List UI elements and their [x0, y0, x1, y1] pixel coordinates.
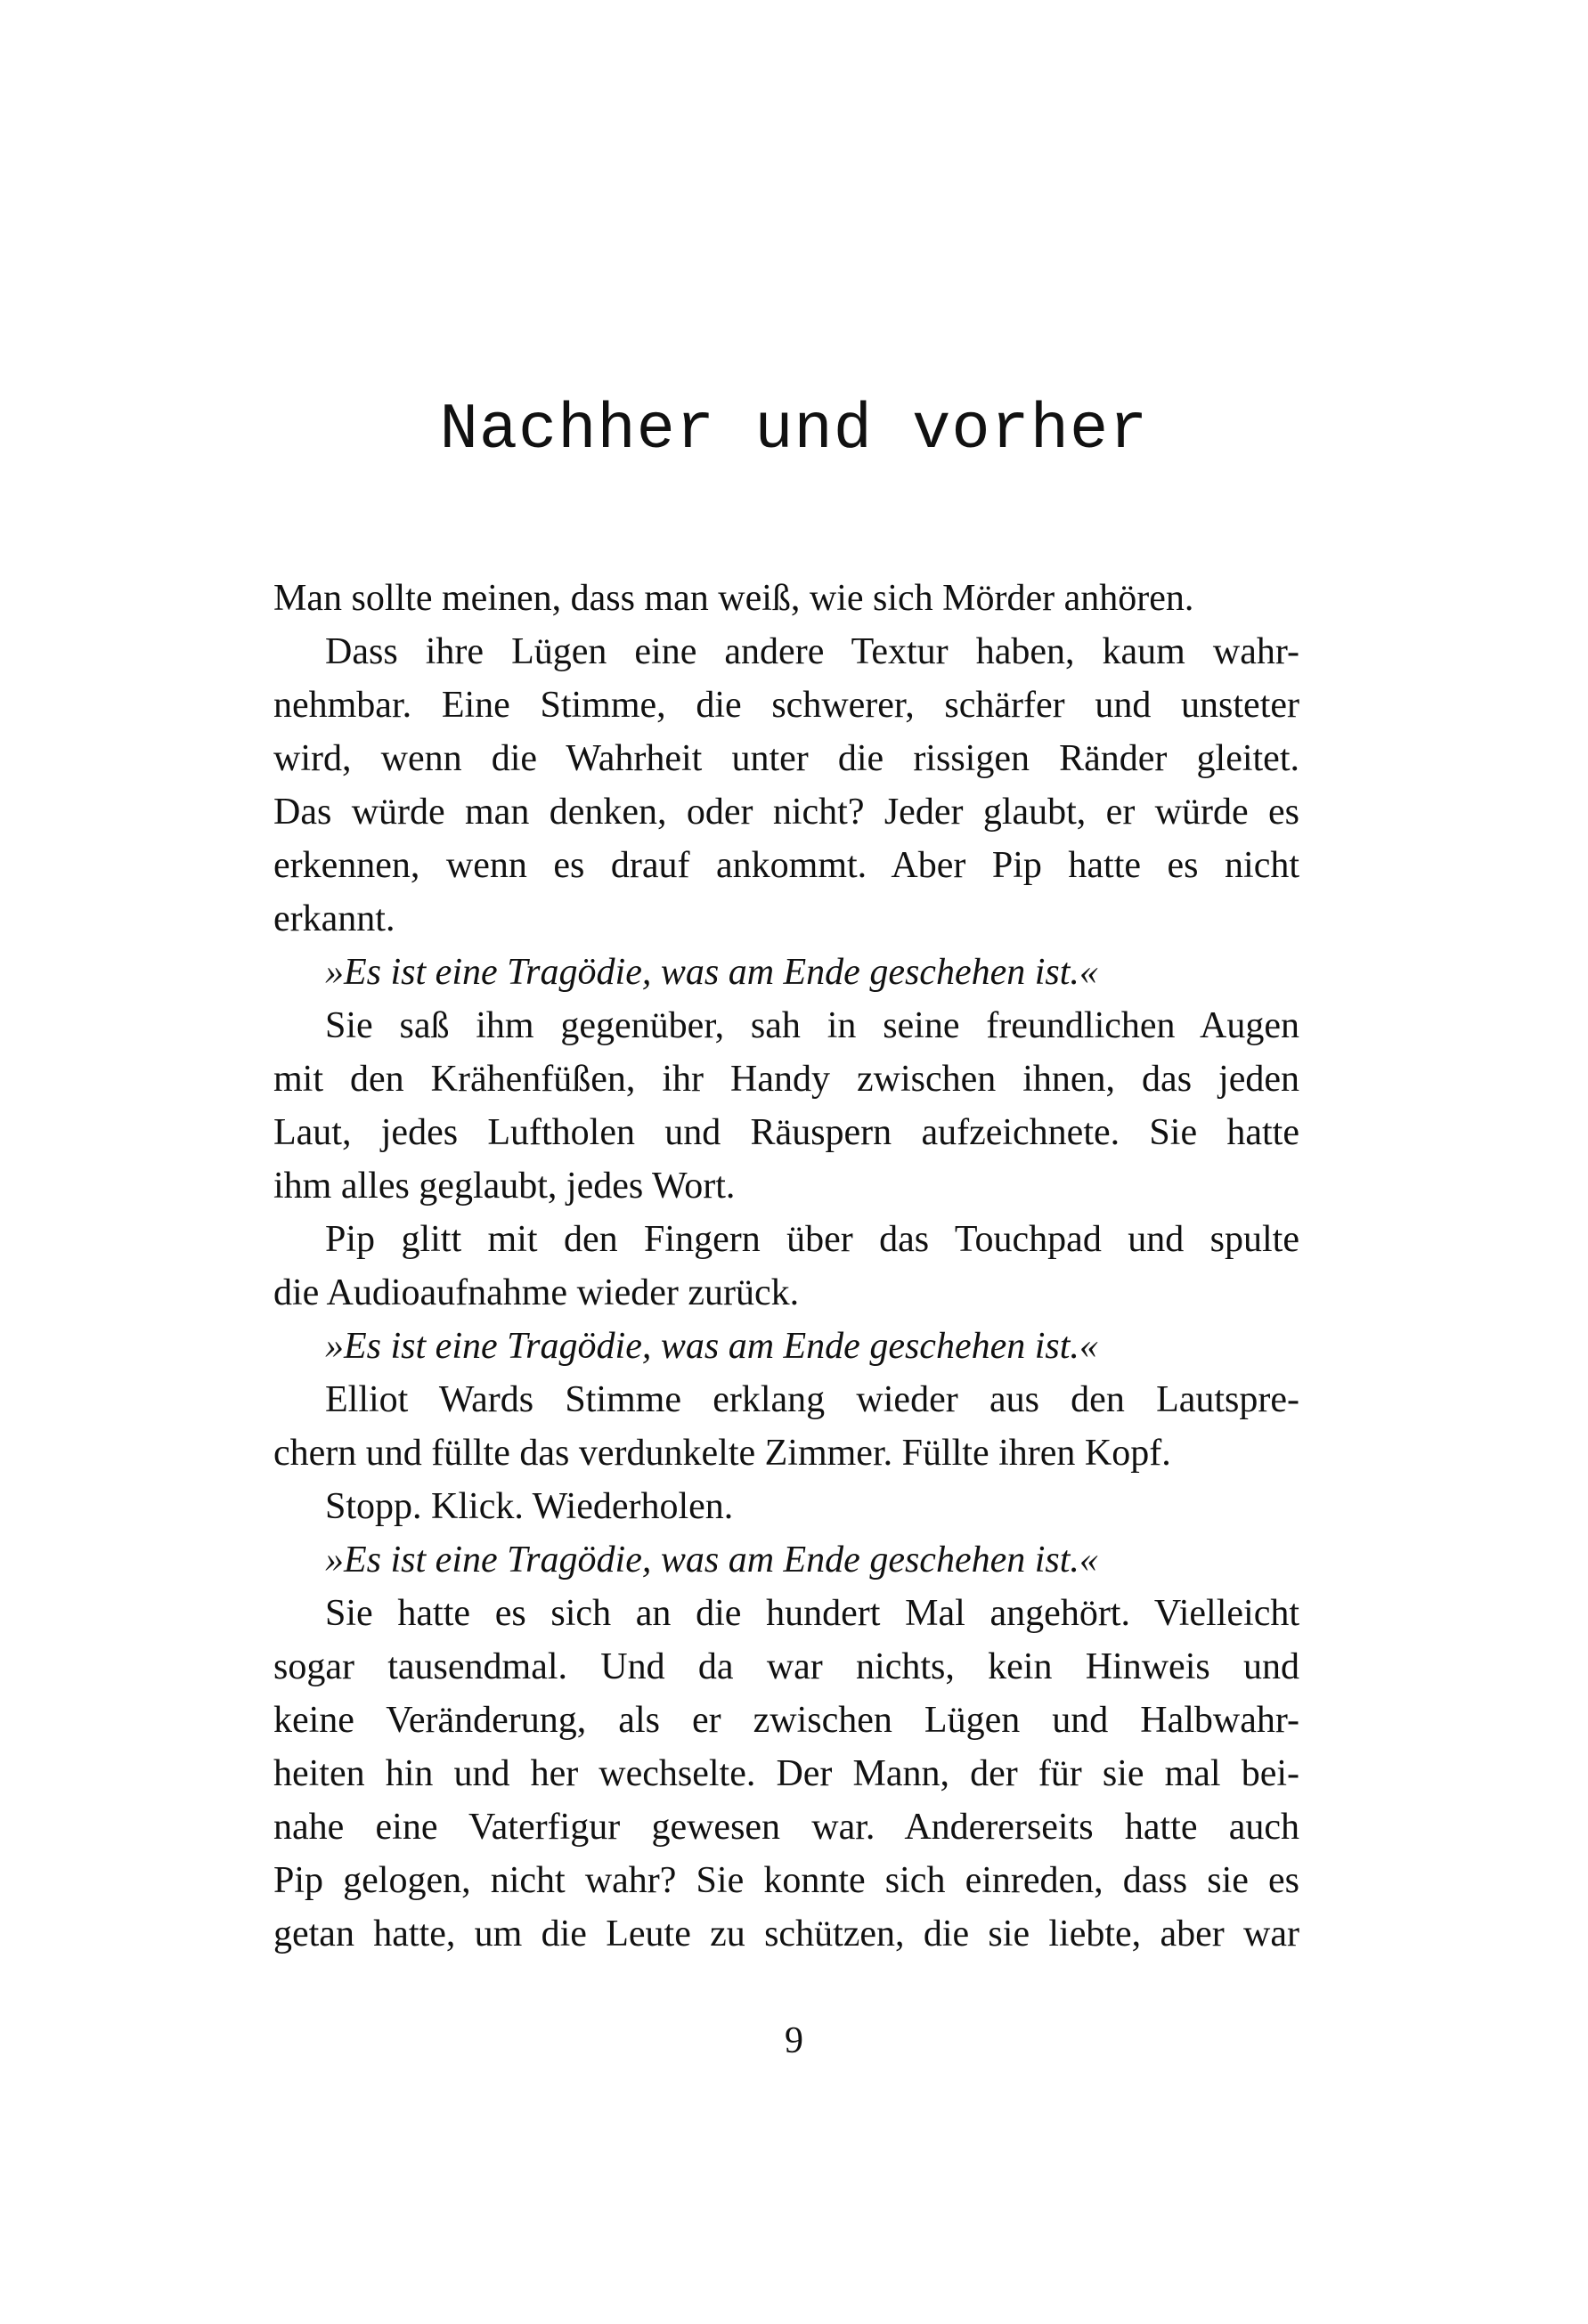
- text-line: Das würde man denken, oder nicht? Jeder glaubt, er würde es: [273, 792, 1299, 833]
- text-line: nahe eine Vaterfigur gewesen war. Andererseits hatte auch: [273, 1807, 1299, 1848]
- text-line: heiten hin und her wechselte. Der Mann, der für sie mal bei-: [273, 1753, 1299, 1794]
- quote-line: »Es ist eine Tragödie, was am Ende geschehen ist.«: [325, 952, 1098, 993]
- text-line: Elliot Wards Stimme erklang wieder aus den Lautspre-: [325, 1379, 1299, 1420]
- text-line: die Audioaufnahme wieder zurück.: [273, 1272, 800, 1313]
- text-line: chern und füllte das verdunkelte Zimmer. Füllte ihren Kopf.: [273, 1433, 1171, 1474]
- text-line: Dass ihre Lügen eine andere Textur haben, kaum wahr-: [325, 631, 1299, 672]
- text-line: erkannt.: [273, 898, 395, 939]
- text-line: ihm alles geglaubt, jedes Wort.: [273, 1166, 736, 1207]
- body-text: [273, 572, 1299, 1961]
- text-line: nehmbar. Eine Stimme, die schwerer, schärfer und unsteter: [273, 685, 1299, 726]
- text-line: mit den Krähenfüßen, ihr Handy zwischen ihnen, das jeden: [273, 1059, 1299, 1100]
- quote-line: »Es ist eine Tragödie, was am Ende geschehen ist.«: [325, 1540, 1098, 1580]
- text-line: sogar tausendmal. Und da war nichts, kein Hinweis und: [273, 1646, 1299, 1687]
- text-line: Sie saß ihm gegenüber, sah in seine freundlichen Augen: [325, 1005, 1299, 1046]
- text-line: wird, wenn die Wahrheit unter die rissigen Ränder gleitet.: [273, 738, 1299, 779]
- chapter-title: Nachher und vorher: [439, 394, 1149, 467]
- text-line: erkennen, wenn es drauf ankommt. Aber Pip hatte es nicht: [273, 845, 1299, 886]
- text-line: Stopp. Klick. Wiederholen.: [325, 1486, 734, 1527]
- quote-line: »Es ist eine Tragödie, was am Ende geschehen ist.«: [325, 1326, 1098, 1367]
- text-line: Man sollte meinen, dass man weiß, wie sich Mörder anhören.: [273, 578, 1194, 619]
- text-line: getan hatte, um die Leute zu schützen, die sie liebte, aber war: [273, 1914, 1299, 1954]
- text-line: keine Veränderung, als er zwischen Lügen und Halbwahr-: [273, 1700, 1299, 1741]
- page-number: 9: [785, 2020, 803, 2061]
- text-line: Laut, jedes Luftholen und Räuspern aufzeichnete. Sie hatte: [273, 1112, 1299, 1153]
- text-line: Pip glitt mit den Fingern über das Touchpad und spulte: [325, 1219, 1299, 1260]
- text-line: Pip gelogen, nicht wahr? Sie konnte sich einreden, dass sie es: [273, 1860, 1299, 1901]
- text-line: Sie hatte es sich an die hundert Mal angehört. Vielleicht: [325, 1593, 1299, 1634]
